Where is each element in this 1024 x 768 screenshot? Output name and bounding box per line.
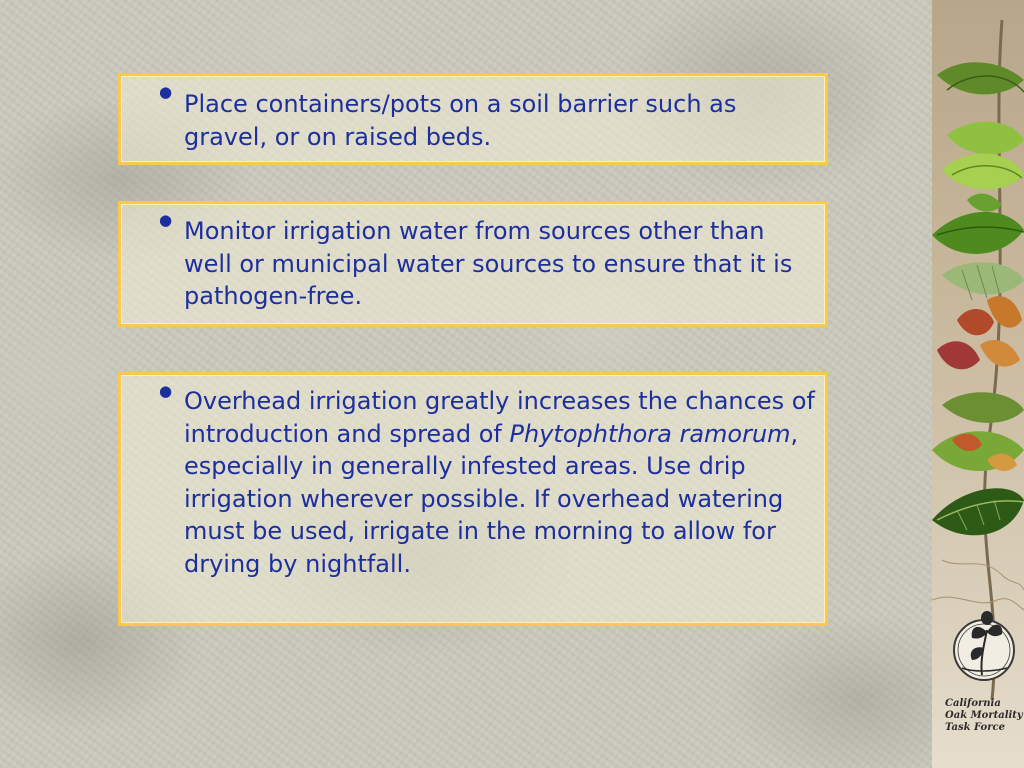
bullet-item-1 [121, 76, 825, 153]
logo-caption [945, 698, 1024, 734]
bullet-box-3 [118, 372, 828, 626]
bullet-box-2 [118, 201, 828, 327]
bullet-text-1: Place containers/pots on a soil barrier such as gravel, or on raised beds. [184, 90, 737, 151]
species-name: Phytophthora ramorum [509, 419, 791, 448]
logo-line-2: Oak Mortality [945, 710, 1023, 721]
bullet-dot-icon: ● [159, 382, 173, 400]
bullet-item-2 [121, 204, 825, 313]
bullet-dot-icon: ● [159, 211, 173, 229]
oak-seedling-logo-icon [954, 611, 1014, 680]
bullet-text-3-after: , especially in generally infested areas. Use drip irrigation wherever possible. If overhead watering must be used, irrigate in the morning to allow for drying by nightfall. [184, 419, 799, 578]
leaf-collage-image [932, 0, 1024, 768]
logo-line-1: California [945, 698, 1001, 709]
bullet-box-1 [118, 73, 828, 165]
leaf-sidebar [932, 0, 1024, 768]
bullet-text-3-before: Overhead irrigation greatly increases the chances of introduction and spread of [184, 387, 815, 448]
logo-line-3: Task Force [945, 722, 1005, 733]
bullet-dot-icon: ● [159, 83, 173, 101]
bullet-item-3 [121, 375, 825, 580]
bullet-text-2: Monitor irrigation water from sources other than well or municipal water sources to ensure that it is pathogen-free. [184, 217, 793, 310]
